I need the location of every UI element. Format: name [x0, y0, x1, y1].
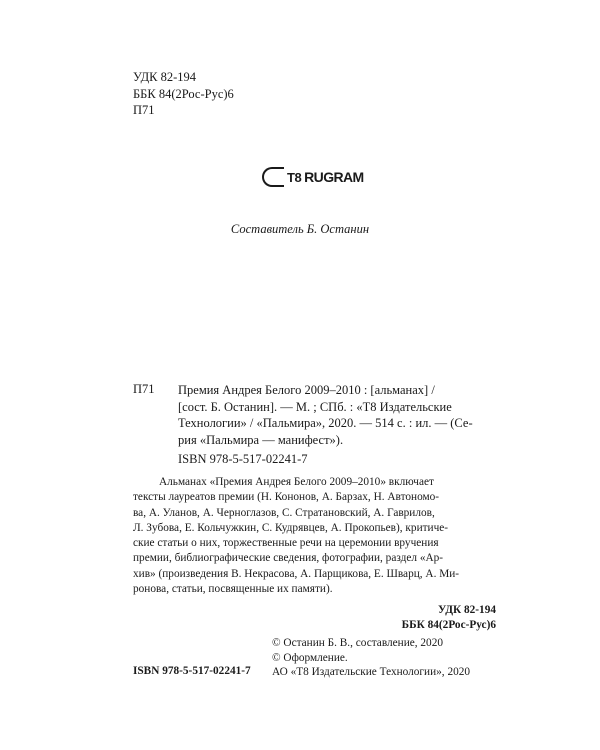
classification-codes: [133, 69, 234, 119]
udk-code-bold: УДК 82-194: [438, 604, 496, 616]
entry-line: рия «Пальмира — манифест»).: [178, 432, 344, 447]
entry-line: [сост. Б. Останин]. — М. ; СПб. : «Т8 Издательские: [178, 399, 452, 414]
abstract-line: тексты лауреатов премии (Н. Кононов, А. Барзах, Н. Автономо-: [133, 491, 440, 504]
abstract-line: Л. Зубова, Е. Кольчужкин, С. Кудрявцев, А. Прокопьев), критиче-: [133, 521, 449, 534]
abstract-line: премии, библиографические сведения, фотографии, раздел «Ар-: [133, 552, 444, 565]
logo-mark-text: T8: [287, 169, 302, 185]
abstract-line: ронова, статьи, посвященные их памяти).: [133, 583, 333, 596]
right-classification-codes: [380, 603, 496, 632]
entry-line: Премия Андрея Белого 2009–2010 : [альманах] /: [178, 383, 435, 397]
abstract-line: ские статьи о них, торжественные речи на церемонии вручения: [133, 537, 439, 550]
entry-line: Технологии» / «Пальмира», 2020. — 514 с. : ил. — (Се-: [178, 416, 473, 431]
logo-wordmark: RUGRAM: [304, 169, 364, 185]
copyright-line: АО «Т8 Издательские Технологии», 2020: [272, 666, 471, 679]
isbn-bottom: ISBN 978-5-517-02241-7: [133, 665, 251, 677]
author-mark: П71: [133, 103, 155, 117]
bbk-code-bold: ББК 84(2Рос-Рус)6: [401, 618, 496, 631]
abstract-line: ва, А. Уланов, А. Черноглазов, С. Стратановский, А. Гаврилов,: [133, 506, 435, 519]
copyright-line: © Оформление.: [272, 651, 348, 664]
abstract: [133, 475, 496, 597]
compiler-credit: Составитель Б. Останин: [230, 222, 370, 236]
abstract-line: хив» (произведения В. Некрасова, А. Парщикова, Е. Шварц, А. Ми-: [133, 567, 460, 580]
copyright-line: © Останин Б. В., составление, 2020: [272, 637, 444, 649]
bibliographic-entry: [178, 382, 496, 448]
entry-author-mark: П71: [133, 382, 155, 396]
isbn-main: ISBN 978-5-517-02241-7: [178, 452, 308, 466]
copyright-block: [272, 636, 470, 680]
publisher-logo: [262, 166, 364, 188]
abstract-line: Альманах «Премия Андрея Белого 2009–2010» включает: [159, 476, 434, 488]
udk-code: УДК 82-194: [133, 70, 196, 84]
t8-rugram-logo-icon: [262, 167, 284, 187]
bbk-code: ББК 84(2Рос-Рус)6: [133, 86, 234, 101]
